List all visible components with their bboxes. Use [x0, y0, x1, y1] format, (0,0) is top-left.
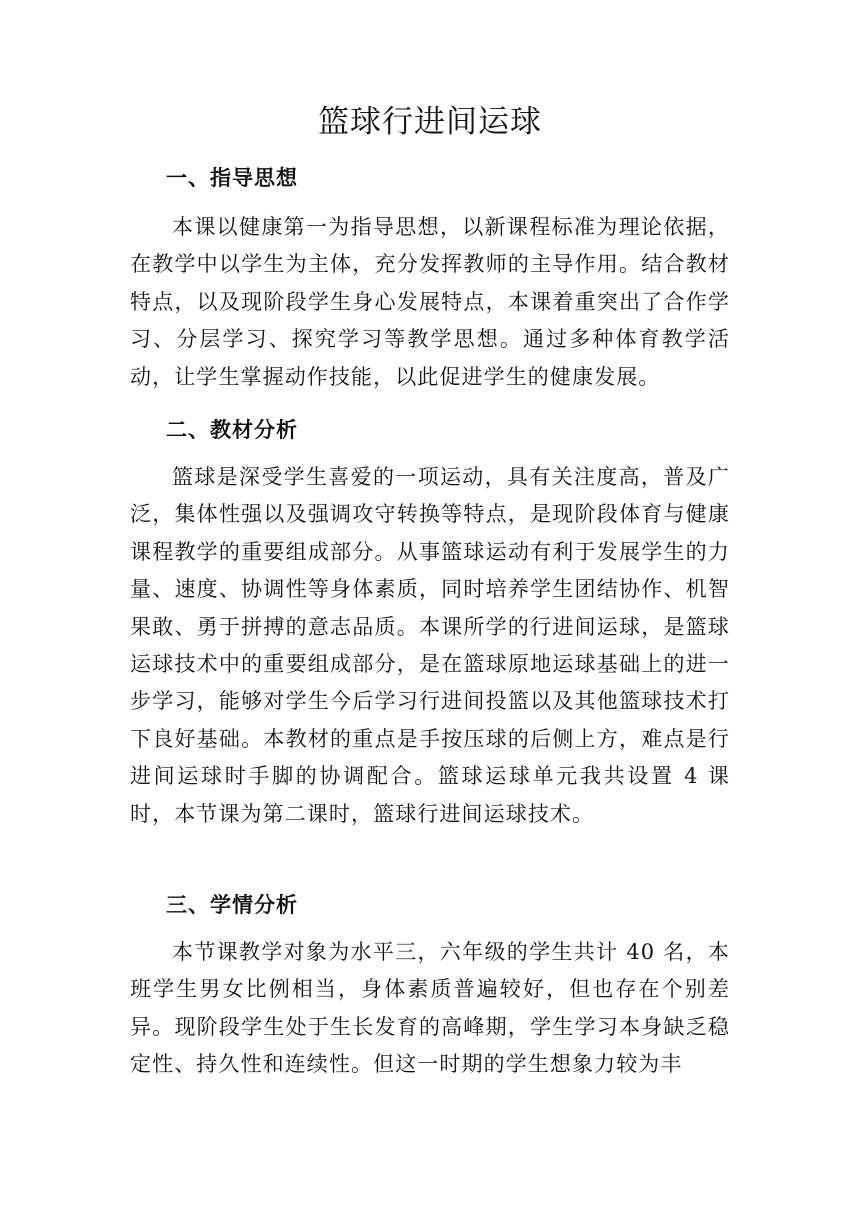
- section-body-guiding-ideology: 本课以健康第一为指导思想，以新课程标准为理论依据，在教学中以学生为主体，充分发挥教师的主导作用。结合教材特点，以及现阶段学生身心发展特点，本课着重突出了合作学习、分层学习、探究学习等教学思想。通过多种体育教学活动，让学生掌握动作技能，以此促进学生的健康发展。: [130, 215, 730, 389]
- section-body-textbook-analysis: 篮球是深受学生喜爱的一项运动，具有关注度高，普及广泛，集体性强以及强调攻守转换等特点，是现阶段体育与健康课程教学的重要组成部分。从事篮球运动有利于发展学生的力量、速度、协调性等身体素质，同时培养学生团结协作、机智果敢、勇于拼搏的意志品质。本课所学的行进间运球，是篮球运球技术中的重要组成部分，是在篮球原地运球基础上的进一步学习，能够对学生今后学习行进间投篮以及其他篮球技术打下良好基础。本教材的重点是手按压球的后侧上方，难点是行进间运球时手脚的协调配合。篮球运球单元我共设置 4 课时，本节课为第二课时，篮球行进间运球技术。: [130, 465, 730, 826]
- section-body-student-analysis: 本节课教学对象为水平三，六年级的学生共计 40 名，本班学生男女比例相当，身体素质普遍较好，但也存在个别差异。现阶段学生处于生长发育的高峰期，学生学习本身缺乏稳定性、持久性和连续性。但这一时期的学生想象力较为丰: [130, 940, 730, 1077]
- document-title: 篮球行进间运球: [318, 104, 542, 140]
- section-heading-guiding-ideology: 一、指导思想: [166, 166, 298, 190]
- section-heading-student-analysis: 三、学情分析: [166, 893, 298, 917]
- section-heading-textbook-analysis: 二、教材分析: [166, 418, 298, 442]
